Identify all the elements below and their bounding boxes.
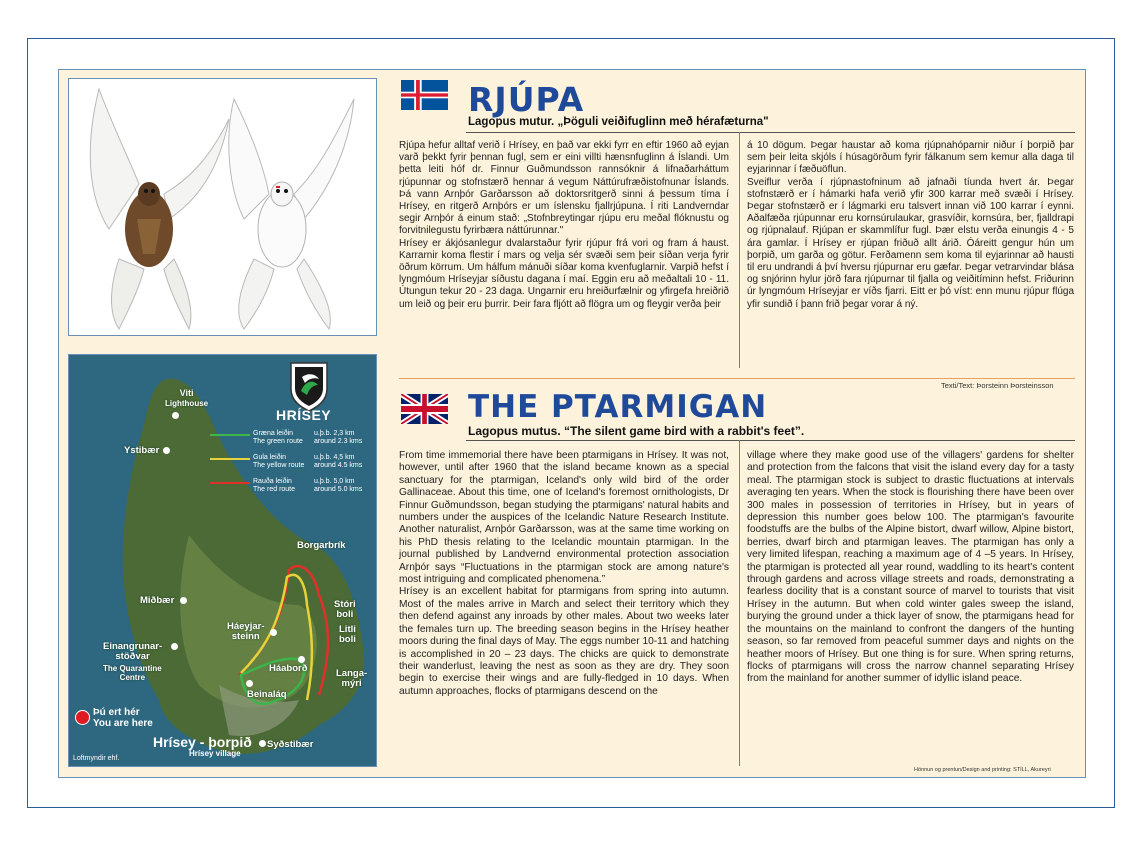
icelandic-header-rule — [466, 132, 1075, 133]
place-dot — [163, 447, 170, 454]
english-column-rule — [739, 440, 740, 766]
place-stori-boli: Stóri boli — [334, 599, 356, 620]
place-einangrunarstodvar: Einangrunar- stöðvar — [103, 641, 163, 662]
map-credit: Loftmyndir ehf. — [73, 755, 120, 762]
place-litli-boli: Litli boli — [339, 624, 356, 645]
route-name-en: The green route — [253, 438, 303, 445]
icelandic-paragraph: á 10 dögum. Þegar haustar að koma rjúpnahóparnir niður í þorpið þar sem þeir leita skjóls í húsagörðum fyrir fálkanum sem kemur alla daga til eyjarinnar í fæðuöflun. — [747, 140, 1074, 176]
place-dot — [180, 597, 187, 604]
icelandic-subtitle: Lagopus mutur. „Þöguli veiðifuglinn með hérafæturna" — [468, 116, 769, 128]
english-paragraph: From time immemorial there have been ptarmigans in Hrísey. It was not, however, until after 1960 that the island became known as a special sanctuary for the ptarmigan, Iceland's only wild bird of the order Gallinaceae. About this time, one of Iceland's foremost ornithologists, Dr Finnur Guðmundsson, began studying the ptarmigans' natural habits and numbers under the auspices of the Icelandic Nature Research Institute. Another naturalist, Arnþór Garðarsson, was at the same time working on his PhD thesis relating to the Icelandic mountain ptarmigan. In the journal published by Landvernd environmental protection association Arnþór says “Fluctuations in the ptarmigan stock are among nature's most intriguing and complicated phenomena.” — [399, 450, 729, 586]
village-label-en: Hrísey village — [189, 749, 241, 758]
place-viti: Viti Lighthouse — [165, 388, 209, 408]
icelandic-column-1 — [399, 140, 729, 311]
icelandic-column-rule — [739, 132, 740, 368]
place-beinalag: Beinaláq — [247, 689, 287, 700]
route-name-en: The red route — [253, 486, 296, 493]
place-langamyri: Langa- mýri — [336, 668, 368, 689]
route-name-en: The yellow route — [253, 462, 305, 469]
village-label: Hrísey - þorpið — [153, 734, 252, 750]
english-column-1 — [399, 450, 729, 698]
place-quarantine-centre: The Quarantine Centre — [103, 664, 162, 682]
ptarmigan-illustration — [68, 78, 377, 336]
ptarmigan-birds-image — [69, 79, 376, 335]
design-credit: Hönnun og prentun/Design and printing: STÍLL, Akureyri — [914, 767, 1051, 773]
route-name-is: Græna leiðin — [253, 430, 294, 437]
place-dot — [298, 656, 305, 663]
route-dist-is: u.þ.b. 2,3 km — [314, 430, 355, 437]
green-route-swatch — [210, 434, 250, 436]
icelandic-column-2 — [747, 140, 1074, 311]
map-title: HRÍSEY — [276, 407, 332, 423]
route-name-is: Gula leiðin — [253, 454, 287, 461]
place-dot — [172, 412, 179, 419]
place-dot — [259, 740, 266, 747]
text-author-credit: Texti/Text: Þorsteinn Þorsteinsson — [941, 381, 1054, 390]
section-divider — [399, 378, 1075, 379]
icelandic-paragraph: Sveiflur verða í rjúpnastofninum að jafnaði tíunda hvert ár. Þegar stofnstærð er í hámarki hafa verið yfir 300 karrar með svæði í Hrísey. Þegar stofnstærð er í lágmarki eru talsvert innan við 100 karrar í eynni. Aðalfæða rjúpunnar eru kornsúrulaukar, grasvíðir, kornsúra, ber, fjalldrapi og rjúpnalauf. Rjúpan er skammlífur fugl. Þær elstu verða einungis 4 - 5 ára gamlar. Í Hrísey er rjúpan friðuð allt árið. Óáreitt gengur hún um þorpið, um garða og götur. Ferðamenn sem koma til eyjarinnar að hausti til eru undrandi á því hversu rjúpurnar eru gæfar. Þegar vetrarvindar blása og snjórinn hylur jörð fara rjúpurnar til fjalla og veiðitíminn hefst. Friðurinn úr lyngmóum Hríseyjar er víðs fjarri. Eitt er þó víst: enn munu rjúpur flúga yfir sundið í þann frið þegar vorar á ný. — [747, 176, 1074, 310]
place-haabord: Háaborð — [269, 663, 308, 674]
route-dist-en: around 4.5 kms — [314, 462, 363, 469]
place-ystibaer: Ystibær — [124, 445, 160, 456]
place-dot — [171, 643, 178, 650]
english-title: THE PTARMIGAN — [468, 389, 768, 425]
english-paragraph: village where they make good use of the villagers' gardens for shelter and protection from the falcons that visit the island every day for a tasty meal. The ptarmigan stock is subject to drastic fluctuations at intervals averaging ten years. When the stock is flourishing there have been over 300 males in possession of territories in Hrísey, but in years of depression this number goes below 100. The ptarmigan's favourite foodstuffs are the bulbs of the Alpine bistort, dwarf willow, Alpine bistort, berries, dwarf birch and ptarmigan leaves. The ptarmigan has only a very limited lifespan, reaching a maximum age of 4 –5 years. In Hrísey, the ptarmigan is protected all year round, waddling to its heart's content through gardens and across village streets and roads, demonstrating a fearless docility that is a constant source of marvel to tourists that visit Hrísey in the autumn. But when cold winter gales sweep the island, burying the ground under a thick layer of snow, the ptarmigans head for the mountains on the mainland to confront the dangers of the hunting season, so far removed from peaceful summer days and nights on the heather moors of Hrísey. But one thing is for sure. When spring returns, flocks of ptarmigans will cross the narrow channel separating Hrísey from the mainland for another summer of idyllic island peace. — [747, 450, 1074, 685]
winter-ptarmigan — [229, 99, 354, 329]
yellow-route-swatch — [210, 458, 250, 460]
hrisey-shield-icon — [291, 363, 327, 411]
place-haeyjarsteinn: Háeyjar- steinn — [227, 621, 265, 642]
you-are-here-label: Þú ert hér You are here — [93, 707, 153, 729]
icelandic-paragraph: Hrísey er ákjósanlegur dvalarstaður fyrir rjúpur frá vori og fram á haust. Karrarnir koma flestir í mars og velja sér svæði sem þeir síðan verja fyrir öðrum körrum. Um hálfum mánuði síðar koma kvenfuglarnir. Varpið hefst í lyngmóum Hríseyjar síðustu dagana í maí. Eggin eru að meðaltali 10 - 11. Útungun tekur 20 - 23 daga. Ungarnir eru hreiðurfælnir og yfirgefa hreiðrið um leið og þeir eru þurrir. Þeir fara fljótt að flögra um og fleygir verða þeir — [399, 237, 729, 310]
english-subtitle: Lagopus mutus. “The silent game bird with a rabbit's feet”. — [468, 424, 805, 438]
route-dist-is: u.þ.b. 4,5 km — [314, 454, 355, 461]
icelandic-title: RJÚPA — [468, 80, 585, 119]
route-dist-en: around 5.0 kms — [314, 486, 363, 493]
place-dot — [246, 680, 253, 687]
you-are-here-marker-icon — [75, 710, 90, 725]
route-dist-en: around 2.3 kms — [314, 438, 363, 445]
place-borgarbrik: Borgarbrík — [297, 540, 346, 551]
icelandic-paragraph: Rjúpa hefur alltaf verið í Hrísey, en það var ekki fyrr en eftir 1960 að eyjan varð þekkt fyrir þennan fugl, sem er eini villti hænsnfuglinn á Íslandi. Um þetta leiti hóf dr. Finnur Guðmundsson rannsóknir á lifnaðarháttum rjúpunnar og stofnstærð hennar á vegum Náttúrufræðistofnunar Íslands. Þá vann Arnþór Garðarsson að doktorsritgerð sinni á þessum tíma í Hrísey, en ritgerð Arnþórs er um íslensku fjallrjúpuna. Í riti Landverndar segir Arnþór á einum stað: „Stofnbreytingar rjúpu eru meðal flóknustu og forvitnilegustu fyrirbæra náttúrunnar." — [399, 140, 729, 237]
english-header-rule — [466, 440, 1075, 441]
hrisey-map — [68, 354, 377, 767]
english-paragraph: Hrísey is an excellent habitat for ptarmigans from spring into autumn. Most of the males arrive in March and select their territory which they then defend against any inroads by other males. About two weeks later the females turn up. The breeding season begins in the Hrísey heather moors during the final days of May. The eggs number 10-11 and hatching is accomplished in 20 – 23 days. The chicks are quick to demonstrate their wanderlust, leaving the nest as soon as they are dry. They soon begin to exercise their wings and are fully-fledged in 10 days. When autumn approaches, flocks of ptarmigans descend on the — [399, 586, 729, 697]
english-column-2 — [747, 450, 1074, 686]
route-name-is: Rauða leiðin — [253, 478, 292, 485]
iceland-flag-icon — [401, 80, 448, 110]
route-dist-is: u.þ.b. 5,0 km — [314, 478, 355, 485]
red-route-swatch — [210, 482, 250, 484]
place-midbaer: Miðbær — [140, 595, 175, 606]
uk-flag-icon — [401, 394, 448, 424]
place-dot — [270, 629, 277, 636]
place-sydstibaer: Syðstibær — [267, 739, 314, 750]
summer-ptarmigan — [90, 89, 229, 329]
